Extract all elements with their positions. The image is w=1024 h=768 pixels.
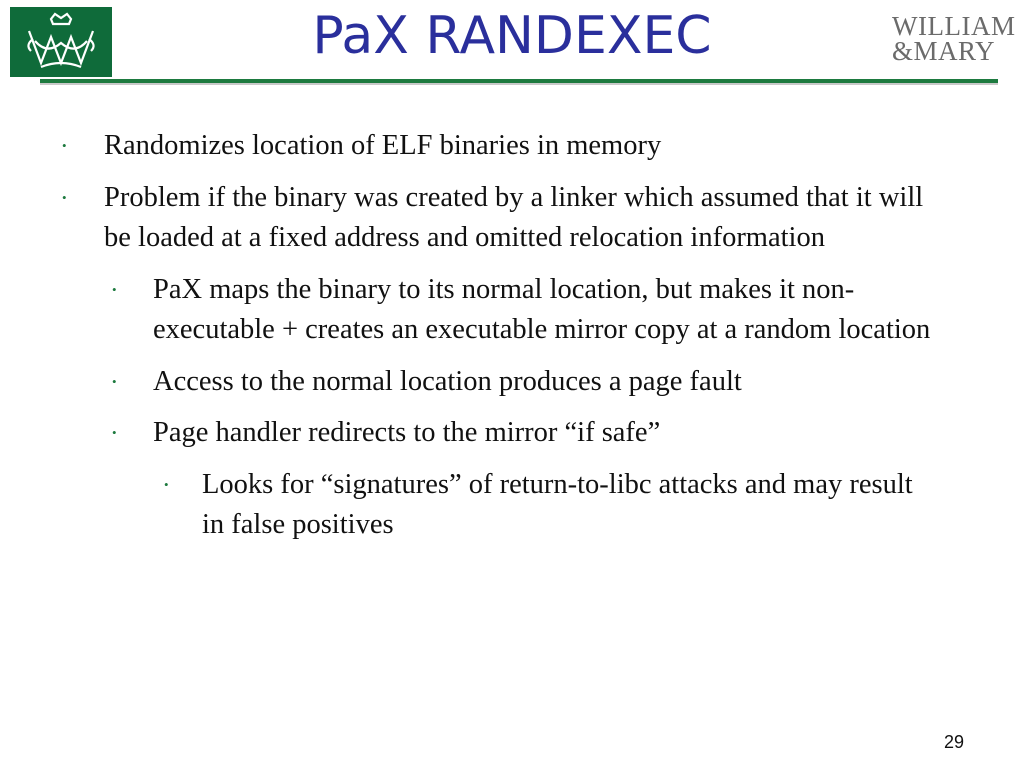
sub-bullet-item [0, 362, 943, 403]
title-divider-shadow [40, 83, 998, 85]
wordmark-line-1: WILLIAM [892, 11, 1016, 41]
sub-sub-bullet-item [0, 465, 932, 546]
bullet-text: PaX maps the binary to its normal location, but makes it non-executable + creates an executable mirror copy at a random location [153, 273, 931, 345]
bullet-dot-icon: • [112, 281, 117, 297]
bullet-list [0, 126, 1024, 546]
bullet-dot-icon: • [112, 373, 117, 389]
wordmark-line-2: &MARY [892, 36, 996, 66]
slide-title: PaX RANDEXEC [312, 6, 712, 66]
bullet-item [0, 178, 950, 259]
bullet-text: Looks for “signatures” of return-to-libc attacks and may result in false positives [202, 468, 913, 540]
bullet-dot-icon: • [62, 189, 67, 205]
bullet-text: Access to the normal location produces a page fault [153, 365, 742, 397]
bullet-text: Page handler redirects to the mirror “if safe” [153, 417, 661, 448]
bullet-item [0, 126, 950, 167]
bullet-dot-icon: • [112, 425, 117, 440]
bullet-text: Problem if the binary was created by a linker which assumed that it will be loaded at a fixed address and omitted relocation information [104, 181, 924, 253]
bullet-text: Randomizes location of ELF binaries in memory [104, 130, 662, 161]
sub-bullet-item [0, 270, 943, 351]
bullet-dot-icon: • [62, 138, 67, 153]
william-and-mary-wordmark [892, 11, 1020, 66]
sub-bullet-item [0, 413, 943, 454]
bullet-dot-icon: • [164, 476, 169, 492]
page-number: 29 [944, 732, 965, 752]
